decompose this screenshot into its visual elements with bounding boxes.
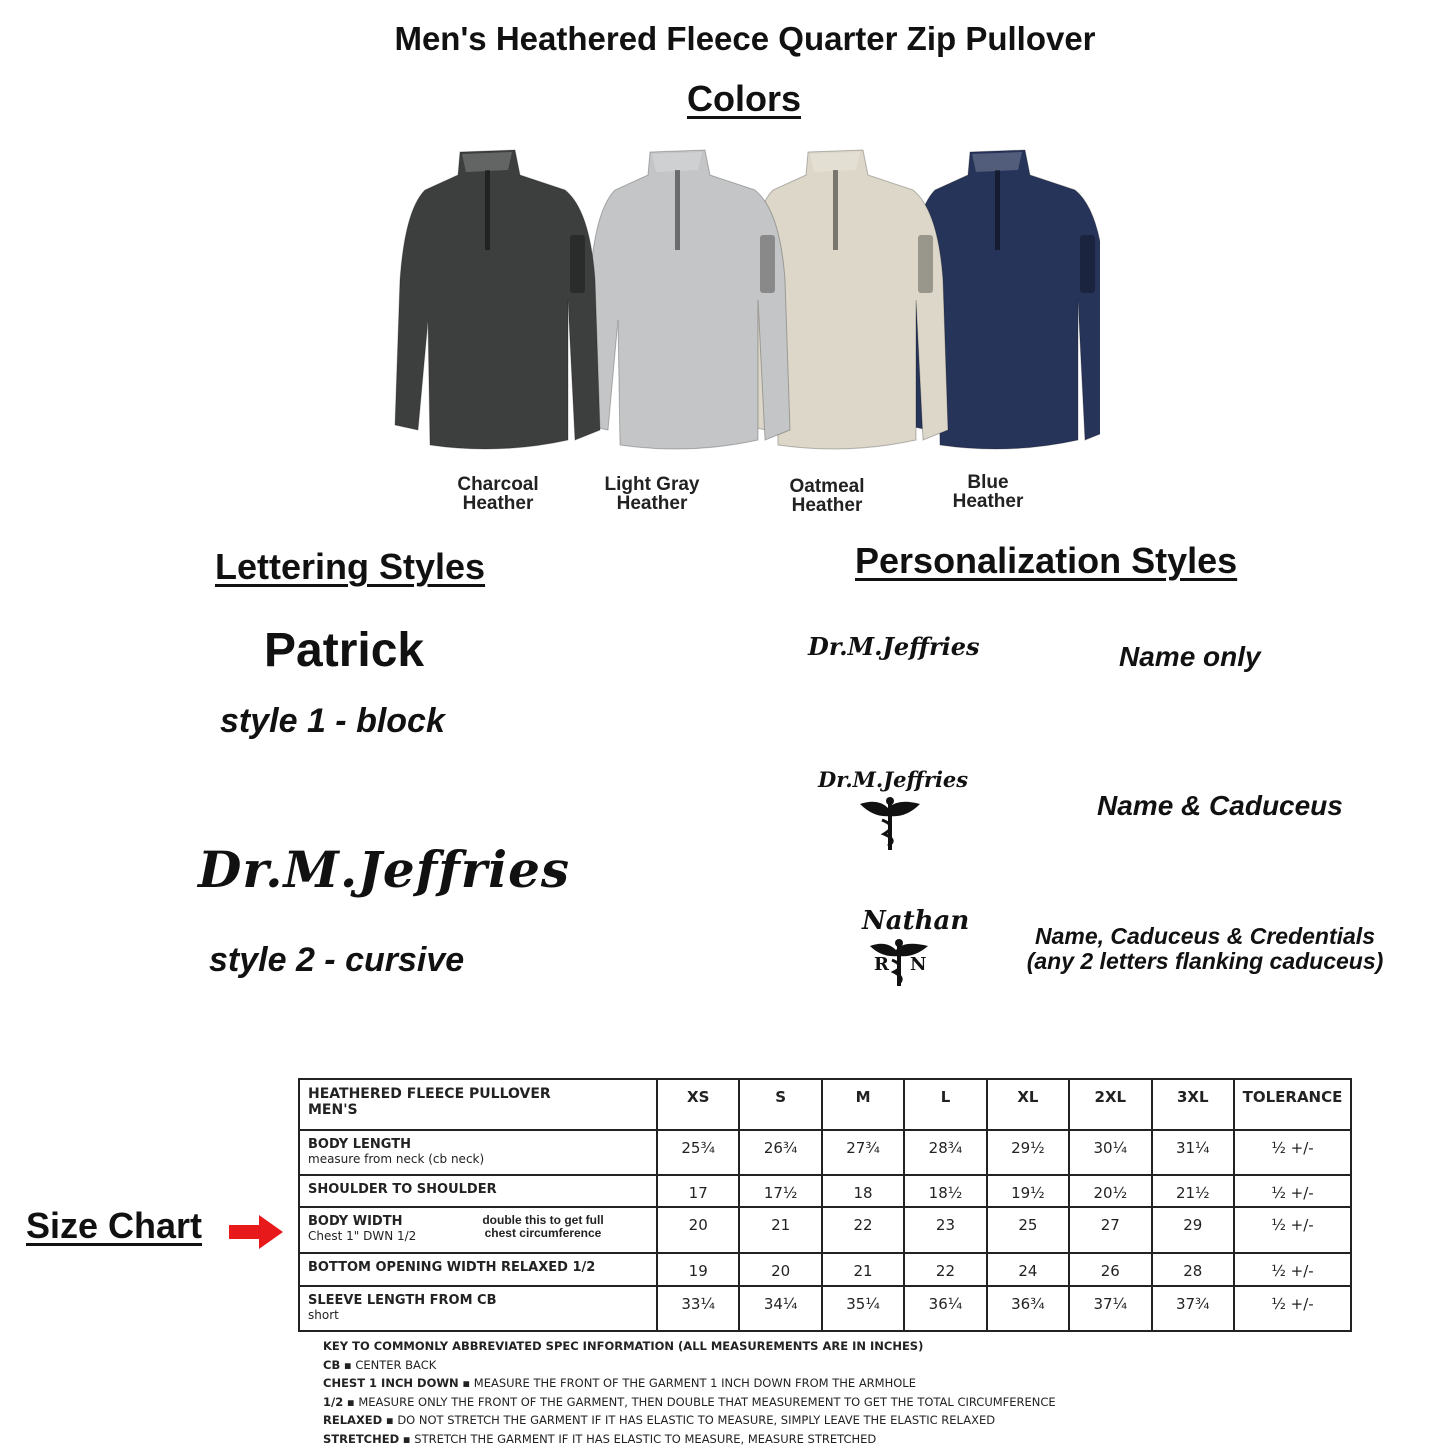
tolerance-header: TOLERANCE [1234,1079,1351,1130]
name-only-sample: Dr.M.Jeffries [808,632,980,661]
size-value: 17½ [739,1175,821,1207]
table-row [299,1253,1351,1286]
size-value: 22 [904,1253,986,1286]
measurement-note: double this to get full chest circumference [482,1213,604,1240]
size-value: 27 [1069,1207,1151,1253]
caduceus-icon [858,796,922,852]
size-value: 24 [987,1253,1069,1286]
tolerance-value: ½ +/- [1234,1130,1351,1175]
tolerance-value: ½ +/- [1234,1207,1351,1253]
table-title: HEATHERED FLEECE PULLOVER MEN'S [299,1079,657,1130]
size-value: 36¼ [904,1286,986,1331]
size-value: 37¼ [1069,1286,1151,1331]
size-value: 22 [822,1207,904,1253]
size-header: M [822,1079,904,1130]
size-value: 28¾ [904,1130,986,1175]
size-header: S [739,1079,821,1130]
size-value: 37¾ [1152,1286,1234,1331]
measurement-label: BOTTOM OPENING WIDTH RELAXED 1/2 [299,1253,657,1286]
size-header: 2XL [1069,1079,1151,1130]
measurement-label: SLEEVE LENGTH FROM CB short [299,1286,657,1331]
measurement-label: SHOULDER TO SHOULDER [299,1175,657,1207]
measurement-label: BODY WIDTH Chest 1" DWN 1/2 double this to get full chest circumference [299,1207,657,1253]
key-entry: RELAXED ▪ DO NOT STRETCH THE GARMENT IF IT HAS ELASTIC TO MEASURE, SIMPLY LEAVE THE ELASTIC RELAXED [323,1413,996,1427]
size-value: 25¾ [657,1130,739,1175]
abbreviation-key [323,1337,1056,1445]
key-entry: KEY TO COMMONLY ABBREVIATED SPEC INFORMATION (ALL MEASUREMENTS ARE IN INCHES) [323,1339,924,1353]
size-value: 23 [904,1207,986,1253]
block-sample: Patrick [264,624,425,677]
size-value: 27¾ [822,1130,904,1175]
credential-right-letter: N [910,954,927,975]
size-value: 29½ [987,1130,1069,1175]
tolerance-value: ½ +/- [1234,1286,1351,1331]
arrow-right-icon [229,1215,283,1249]
size-chart-table [298,1078,1352,1332]
table-header-row [299,1079,1351,1130]
size-chart-label: Size Chart [26,1205,203,1246]
size-value: 26 [1069,1253,1151,1286]
size-value: 30¼ [1069,1130,1151,1175]
measurement-label: BODY LENGTH measure from neck (cb neck) [299,1130,657,1175]
page-title: Men's Heathered Fleece Quarter Zip Pullover [394,20,1096,57]
size-value: 20½ [1069,1175,1151,1207]
lettering-heading: Lettering Styles [215,546,486,587]
size-value: 21½ [1152,1175,1234,1207]
size-value: 19 [657,1253,739,1286]
size-value: 36¾ [987,1286,1069,1331]
size-value: 31¼ [1152,1130,1234,1175]
size-value: 35¼ [822,1286,904,1331]
size-value: 34¼ [739,1286,821,1331]
pullover-images [380,140,1100,460]
credential-left-letter: R [874,954,889,975]
color-label-charcoal: Charcoal Heather [457,474,539,514]
size-value: 33¼ [657,1286,739,1331]
size-value: 17 [657,1175,739,1207]
name-caduceus-sample: Dr.M.Jeffries [818,767,969,792]
size-value: 25 [987,1207,1069,1253]
size-header: XL [987,1079,1069,1130]
name-caduceus-label: Name & Caduceus [1097,790,1343,821]
block-style-label: style 1 - block [220,702,445,740]
color-label-blue: Blue Heather [952,472,1024,512]
size-value: 21 [822,1253,904,1286]
tolerance-value: ½ +/- [1234,1253,1351,1286]
colors-heading: Colors [686,78,801,119]
size-value: 18½ [904,1175,986,1207]
key-entry: CHEST 1 INCH DOWN ▪ MEASURE THE FRONT OF THE GARMENT 1 INCH DOWN FROM THE ARMHOLE [323,1376,916,1390]
tolerance-value: ½ +/- [1234,1175,1351,1207]
key-entry: STRETCHED ▪ STRETCH THE GARMENT IF IT HAS ELASTIC TO MEASURE, MEASURE STRETCHED [323,1431,877,1445]
size-header: L [904,1079,986,1130]
size-value: 28 [1152,1253,1234,1286]
name-only-label: Name only [1119,641,1261,672]
color-label-oatmeal: Oatmeal Heather [789,476,865,516]
color-label-light-gray: Light Gray Heather [604,474,700,514]
key-entry: CB ▪ CENTER BACK [323,1357,437,1372]
size-value: 20 [657,1207,739,1253]
table-row [299,1207,1351,1253]
size-value: 29 [1152,1207,1234,1253]
cursive-style-label: style 2 - cursive [209,941,465,979]
table-row [299,1130,1351,1175]
size-value: 26¾ [739,1130,821,1175]
table-row [299,1286,1351,1331]
size-value: 18 [822,1175,904,1207]
table-row [299,1175,1351,1207]
pullover-charcoal [395,150,600,449]
size-header: 3XL [1152,1079,1234,1130]
cursive-sample: Dr.M.Jeffries [198,840,571,899]
credentials-label: Name, Caduceus & Credentials (any 2 letters flanking caduceus) [1026,923,1384,974]
size-header: XS [657,1079,739,1130]
personalization-heading: Personalization Styles [855,540,1238,581]
size-value: 21 [739,1207,821,1253]
size-value: 20 [739,1253,821,1286]
key-entry: 1/2 ▪ MEASURE ONLY THE FRONT OF THE GARMENT, THEN DOUBLE THAT MEASUREMENT TO GET THE TOTAL CIRCUMFERENCE [323,1394,1056,1409]
size-value: 19½ [987,1175,1069,1207]
credentials-sample: Nathan [862,906,970,936]
